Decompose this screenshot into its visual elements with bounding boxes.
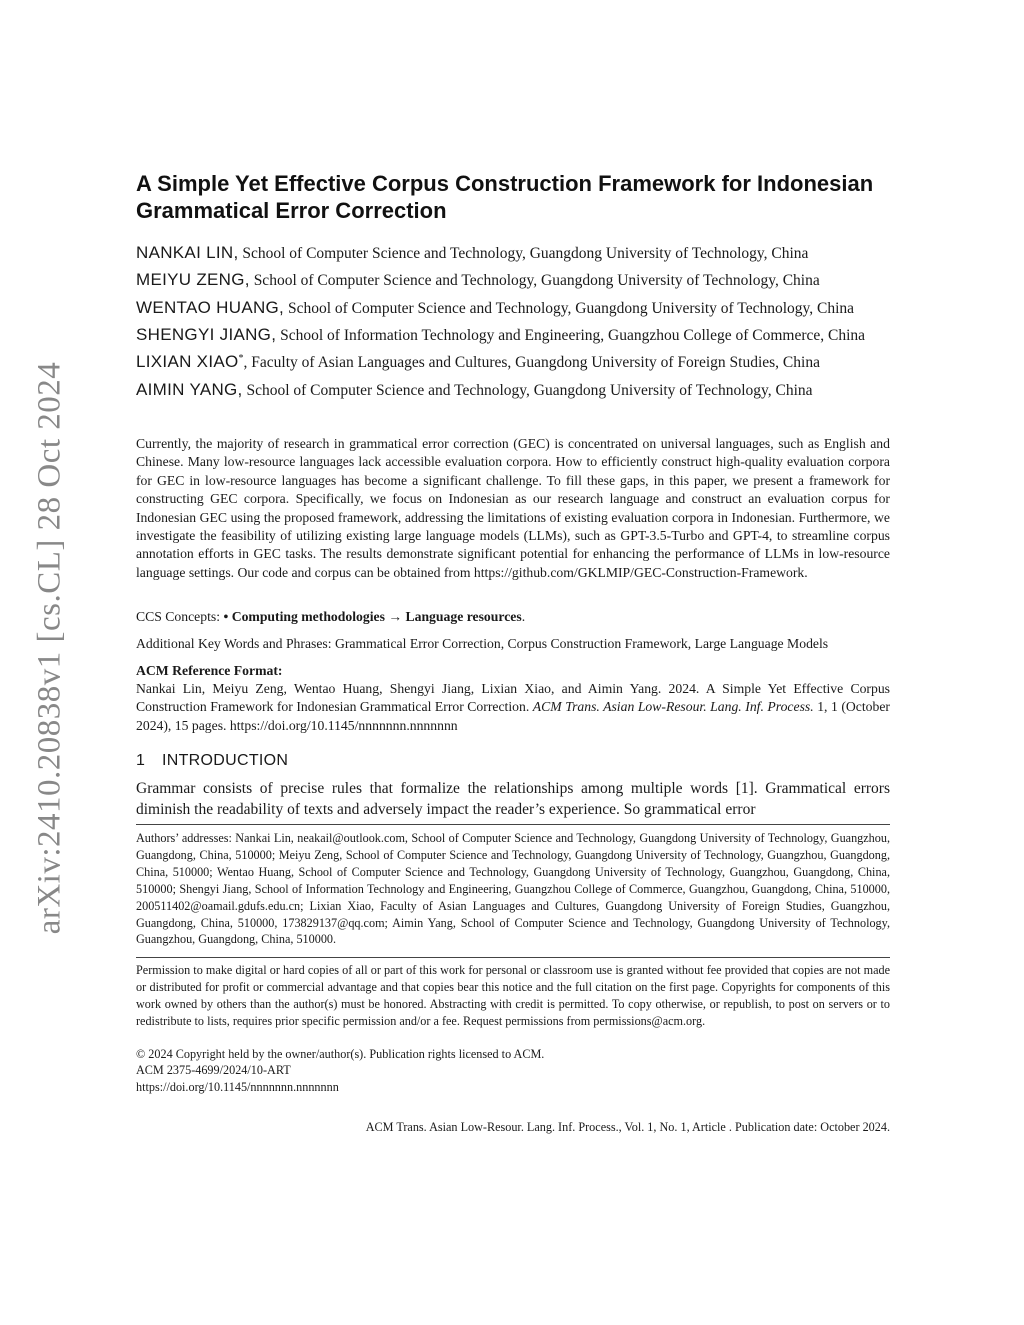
- permission-divider: [136, 957, 890, 958]
- ccs-concept: Computing methodologies: [231, 609, 385, 624]
- keywords: Additional Key Words and Phrases: Grammatical Error Correction, Corpus Construction Framework, Large Language Models: [136, 636, 829, 651]
- author-affiliation: School of Computer Science and Technology, Guangdong University of Technology, China: [242, 245, 809, 263]
- author-entry: [136, 293, 890, 320]
- footnote-divider: [136, 824, 890, 825]
- author-name: AIMIN YANG,: [136, 379, 243, 399]
- ccs-bullet: •: [223, 609, 229, 624]
- author-entry: [136, 265, 890, 292]
- ccs-label: CCS Concepts:: [136, 609, 221, 624]
- permission-notice: Permission to make digital or hard copies of all or part of this work for personal or classroom use is granted without fee provided that copies are not made or distributed for profit or commercial advantage and that copies bear this notice and the full citation on the first page. Copyrights for components of this work owned by others than the author(s) must be honored. Abstracting with credit is permitted. To copy otherwise, or republish, to post on servers or to redistribute to lists, requires prior specific permission and/or a fee. Request permissions from permissions@acm.org.: [136, 963, 890, 1028]
- ccs-end: .: [521, 609, 526, 624]
- reference-format: [136, 680, 890, 735]
- authors-addresses-footnote: Authors’ addresses: Nankai Lin, neakail@outlook.com, School of Computer Science and Technology, Guangdong University of Technology, Guangzhou, Guangdong, China, 510000; Meiyu Zeng, School of Computer Science and Technology, Guangdong University of Technology, Guangzhou, Guangdong, China, 510000; Wentao Huang, School of Computer Science and Technology, Guangdong University of Technology, Guangzhou, Guangdong, China, 510000; Shengyi Jiang, School of Information Technology and Engineering, Guangzhou College of Commerce, Guangzhou, Guangdong, China, 510000, 200511402@oamail.gdufs.edu.cn; Lixian Xiao, Faculty of Asian Languages and Cultures, Guangdong University of Foreign Studies, Guangzhou, Guangdong, China, 510000, 173829137@qq.com; Aimin Yang, School of Computer Science and Technology, Guangdong University of Technology, Guangzhou, Guangdong, China, 510000.: [136, 831, 890, 947]
- author-name: LIXIAN XIAO: [136, 352, 239, 372]
- reference-format-heading: ACM Reference Format:: [136, 663, 283, 678]
- author-entry: [136, 347, 890, 374]
- author-affiliation: School of Information Technology and Engineering, Guangzhou College of Commerce, China: [280, 327, 866, 345]
- section-title: INTRODUCTION: [162, 752, 289, 769]
- paper-title: A Simple Yet Effective Corpus Construction Framework for Indonesian Grammatical Error Correction: [136, 171, 874, 223]
- author-name: NANKAI LIN,: [136, 243, 239, 263]
- section-heading-introduction: [136, 750, 890, 772]
- reference-journal: ACM Trans. Asian Low-Resour. Lang. Inf. Process.: [532, 699, 814, 715]
- author-affiliation: School of Computer Science and Technology, Guangdong University of Technology, China: [287, 299, 855, 317]
- author-entry: [136, 375, 890, 402]
- issn-line: ACM 2375-4699/2024/10-ART: [136, 1063, 291, 1078]
- copyright-line: © 2024 Copyright held by the owner/author(s). Publication rights licensed to ACM.: [136, 1047, 545, 1061]
- ccs-arrow: →: [388, 609, 403, 624]
- author-name: SHENGYI JIANG,: [136, 325, 277, 345]
- introduction-paragraph: Grammar consists of precise rules that formalize the relationships among multiple words [1]. Grammatical errors diminish the readability of texts and adversely impact the reader’s experience. So grammatical error: [136, 780, 890, 818]
- section-number: 1: [136, 752, 146, 769]
- arxiv-identifier-stamp: arXiv:2410.20838v1 [cs.CL] 28 Oct 2024: [31, 361, 68, 935]
- author-affiliation: , Faculty of Asian Languages and Cultures, Guangdong University of Foreign Studies, China: [243, 354, 820, 372]
- author-marker: *: [238, 353, 244, 365]
- author-entry: [136, 238, 890, 265]
- author-name: WENTAO HUANG,: [136, 297, 285, 317]
- reference-lead: Nankai Lin, Meiyu Zeng, Wentao Huang, Shengyi Jiang, Lixian Xiao, and Aimin Yang. 2024. A Simple Yet Effective Corpus Construction Framework for Indonesian Grammatical Error Correction.: [136, 681, 890, 715]
- ccs-concepts: [136, 608, 890, 626]
- author-name: MEIYU ZENG,: [136, 270, 250, 290]
- author-list: [136, 238, 890, 402]
- copyright-block: [136, 1046, 890, 1095]
- ccs-subconcept: Language resources: [405, 609, 522, 624]
- reference-tail: 1, 1 (October 2024), 15 pages. https://doi.org/10.1145/nnnnnnn.nnnnnnn: [136, 699, 890, 733]
- author-entry: [136, 320, 890, 347]
- author-affiliation: School of Computer Science and Technology, Guangdong University of Technology, China: [253, 272, 820, 290]
- author-affiliation: School of Computer Science and Technology, Guangdong University of Technology, China: [246, 381, 813, 399]
- running-footer: ACM Trans. Asian Low-Resour. Lang. Inf. Process., Vol. 1, No. 1, Article . Publication date: October 2024.: [365, 1120, 890, 1134]
- doi-link[interactable]: https://doi.org/10.1145/nnnnnnn.nnnnnnn: [136, 1079, 339, 1094]
- abstract: Currently, the majority of research in grammatical error correction (GEC) is concentrated on universal languages, such as English and Chinese. Many low-resource languages lack accessible evaluation corpora. How to efficiently construct high-quality evaluation corpora for GEC in low-resource languages has become a significant challenge. To fill these gaps, in this paper, we present a framework for constructing GEC corpora. Specifically, we focus on Indonesian as our research language and construct an evaluation corpus for Indonesian GEC using the proposed framework, addressing the limitations of existing evaluation corpora in Indonesian. Furthermore, we investigate the feasibility of utilizing existing large language models (LLMs), such as GPT-3.5-Turbo and GPT-4, to streamline corpus annotation efforts in GEC tasks. The results demonstrate significant potential for enhancing the performance of LLMs in low-resource language settings. Our code and corpus can be obtained from https://github.com/GKLMIP/GEC-Construction-Framework.: [136, 436, 890, 580]
